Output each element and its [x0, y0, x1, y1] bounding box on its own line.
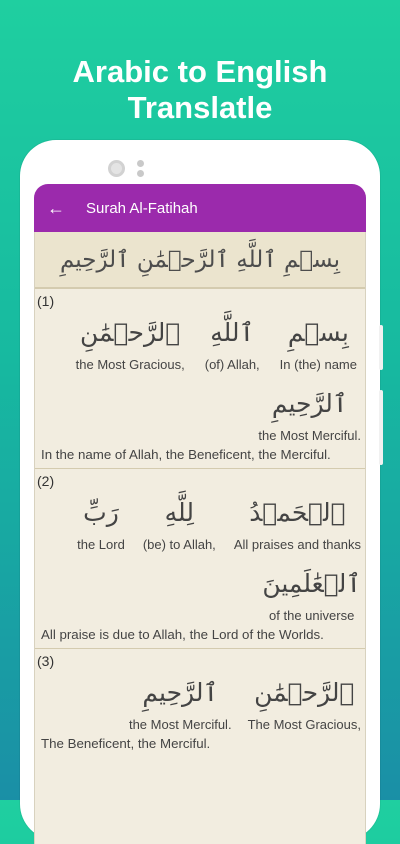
arabic-word: رَبِّ [83, 498, 119, 527]
phone-volume-button [379, 390, 383, 465]
word-meaning: the Most Merciful. [258, 428, 361, 443]
phone-side-button [379, 325, 383, 370]
verse-number: (2) [37, 473, 55, 489]
arabic-word: لِلَّهِ [164, 498, 194, 527]
phone-frame [20, 140, 380, 840]
verse-item[interactable] [35, 649, 365, 757]
word-item[interactable] [230, 491, 365, 552]
verse-translation: All praise is due to Allah, the Lord of the Worlds. [41, 627, 324, 642]
arabic-word: ٱلرَّحِيمِ [142, 678, 219, 707]
word-item[interactable] [258, 562, 365, 623]
phone-camera [108, 160, 125, 177]
verse-number: (1) [37, 293, 55, 309]
promo-headline-line1: Arabic to English [72, 54, 328, 89]
word-meaning: of the universe [269, 608, 355, 623]
word-item[interactable] [73, 491, 129, 552]
arabic-word: ٱلۡحَمۡدُ [249, 498, 346, 527]
word-meaning: (of) Allah, [204, 357, 260, 372]
arabic-word: ٱللَّهِ [210, 318, 255, 347]
verse-item[interactable] [35, 289, 365, 469]
word-item[interactable] [139, 491, 220, 552]
phone-sensor [137, 170, 144, 177]
app-screen [34, 184, 366, 844]
phone-sensor [137, 160, 144, 167]
promo-headline-line2: Translatle [127, 90, 273, 125]
verse-number: (3) [37, 653, 55, 669]
arabic-word: ٱلرَّحۡمَٰنِ [254, 678, 355, 707]
verse-translation: In the name of Allah, the Beneficent, the Merciful. [41, 447, 331, 462]
arabic-word: ٱلرَّحِيمِ [271, 389, 348, 418]
word-item[interactable] [254, 382, 365, 443]
word-item[interactable] [276, 311, 361, 372]
arabic-word: ٱلرَّحۡمَٰنِ [80, 318, 181, 347]
word-meaning: the Most Merciful. [128, 717, 232, 732]
word-item[interactable] [201, 311, 264, 372]
surah-title: Surah Al-Fatihah [86, 199, 198, 217]
word-meaning: (be) to Allah, [142, 537, 216, 552]
app-bar [34, 184, 366, 232]
word-meaning: the Lord [77, 537, 125, 552]
word-item[interactable] [244, 671, 365, 732]
word-item[interactable] [72, 311, 189, 372]
bismillah-header: بِسۡمِ ٱللَّهِ ٱلرَّحۡمَٰنِ ٱلرَّحِيمِ [35, 232, 365, 289]
word-meaning: The Most Gracious, [247, 717, 361, 732]
word-meaning: the Most Gracious, [75, 357, 185, 372]
arabic-word: ٱلۡعَٰلَمِينَ [262, 569, 361, 598]
verse-translation: The Beneficent, the Merciful. [41, 736, 211, 751]
promo-headline [0, 54, 400, 126]
arabic-word: بِسۡمِ [287, 318, 349, 347]
back-arrow-icon[interactable]: ← [47, 197, 65, 218]
verse-item[interactable] [35, 469, 365, 649]
word-meaning: In (the) name [279, 357, 357, 372]
verse-list[interactable] [34, 232, 366, 844]
word-item[interactable] [125, 671, 236, 732]
word-meaning: All praises and thanks [233, 537, 361, 552]
